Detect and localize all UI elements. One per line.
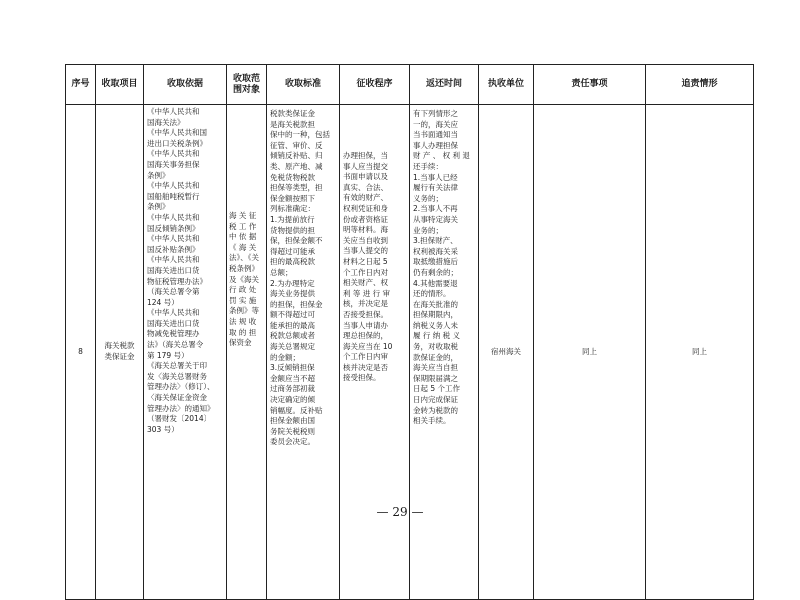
cell-no: 8	[66, 105, 96, 600]
header-no: 序号	[66, 65, 96, 105]
cell-unit: 宿州海关	[479, 105, 534, 600]
cell-item: 海关税款 类保证金	[96, 105, 144, 600]
header-accountability: 追责情形	[646, 65, 754, 105]
header-standard: 收取标准	[267, 65, 340, 105]
cell-basis: 《中华人民共和 国海关法》 《中华人民共和国 进出口关税条例》 《中华人民共和 国海关事务担保 条例》 《中华人民共和 国船舶吨税暂行 条例》 《中华人民共和 国反倾销条例》 《中华人民共和 国反补贴条例》 《中华人民共和 国海关进出口货 物征税管理办法》 （海关总署令第 124 号） 《中华人民共和 国海关进出口货 物减免税管理办 法》（海关总署令 第 179 号） 《海关总署关于印 发〈海关总署财务 管理办法〉（修订）、 〈海关保证金资金 管理办法〉的通知》 （署财发〔2014〕 303 号）	[144, 105, 227, 600]
cell-return-time: 有下列情形之 一的，海关应 当书面通知当 事人办理担保 财 产 、 权 利 退 还手续： 1.当事人已经 履行有关法律 义务的； 2.当事人不再 从事特定海关 业务的； 3.担保财产、 权利被海关采 取抵缴措施后 仍有剩余的； 4.其他需要退 还的情形。 在海关批准的 担保期限内， 纳税义务人未 履 行 纳 税 义 务，对收取税 款保证金的， 海关应当自担 保期限届满之 日起 5 个工作 日内完成保证 金转为税款的 相关手续。	[410, 105, 479, 600]
cell-scope: 海 关 征 税 工 作 中 依 据 《 海 关 法》、《关 税条例》 及《海关 行 政 处 罚 实 施 条例》等 法 规 收 取 的 担 保资金	[227, 105, 267, 600]
cell-standard: 税款类保证金 是海关税款担 保中的一种，包括 征管、审价、反 倾销反补贴、归 类、原产地、减 免税货物税款 担保等类型，担 保金额按照下 列标准确定： 1.为提前放行 货物提供的担 保，担保金额不 得超过可能承 担的最高税款 总额； 2.为办理特定 海关业务提供 的担保，担保金 额不得超过可 能承担的最高 税款总额或者 海关总署规定 的金额； 3.反倾销担保 金额应当不超 过商务部初裁 决定确定的倾 销幅度。反补贴 担保金额由国 务院关税税则 委员会决定。	[267, 105, 340, 600]
header-return-time: 返还时间	[410, 65, 479, 105]
header-item: 收取项目	[96, 65, 144, 105]
header-duty: 责任事项	[534, 65, 646, 105]
cell-procedure: 办理担保，当 事人应当提交 书面申请以及 真实、合法、 有效的财产、 权利凭证和身 份或者资格证 明等材料。海 关应当自收到 当事人提交的 材料之日起 5 个工作日内对 相关财产、权 利 等 进 行 审 核，并决定是 否接受担保。 当事人申请办 理总担保的， 海关应当在 10 个工作日内审 核并决定是否 接受担保。	[340, 105, 410, 600]
header-procedure: 征收程序	[340, 65, 410, 105]
header-basis: 收取依据	[144, 65, 227, 105]
cell-duty: 同上	[534, 105, 646, 600]
header-row	[66, 65, 754, 105]
table-row	[66, 105, 754, 600]
header-scope: 收取范 围对象	[227, 65, 267, 105]
header-unit: 执收单位	[479, 65, 534, 105]
fee-table	[65, 64, 754, 600]
cell-accountability: 同上	[646, 105, 754, 600]
page-number: — 29 —	[376, 505, 424, 519]
